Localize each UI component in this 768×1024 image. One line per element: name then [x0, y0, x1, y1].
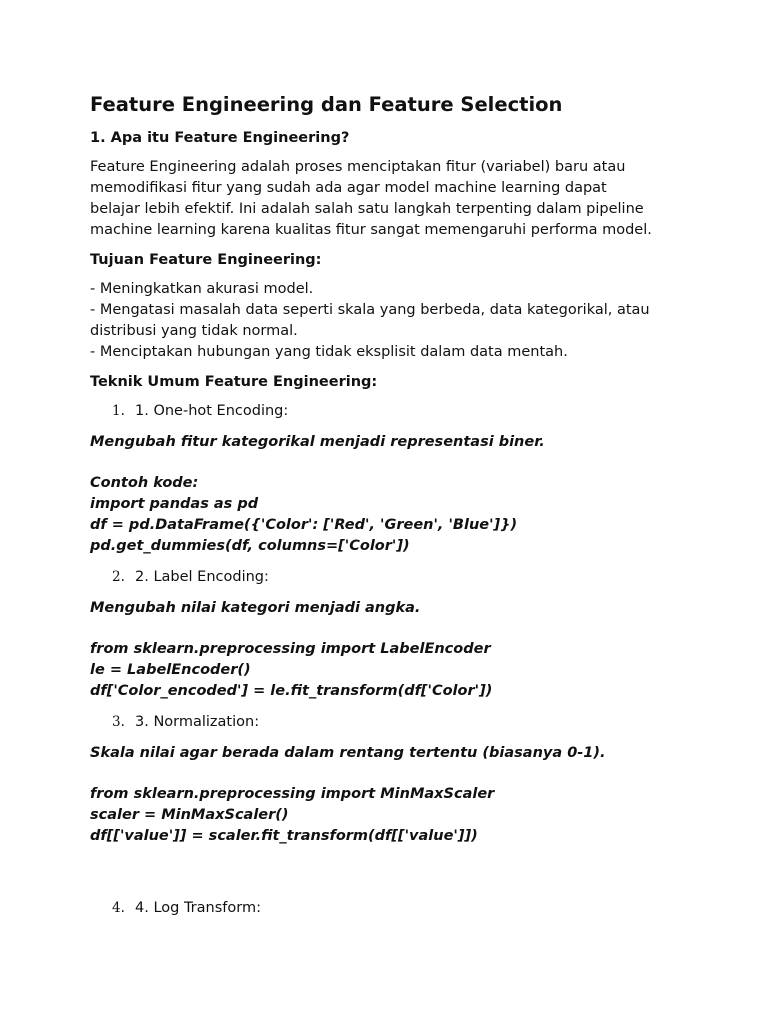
technique-description: Mengubah nilai kategori menjadi angka.	[90, 600, 421, 616]
technique-body-one-hot	[90, 432, 690, 557]
paragraph-line: belajar lebih efektif. Ini adalah salah satu langkah terpenting dalam pipeline	[90, 201, 644, 217]
technique-body-normalization	[90, 743, 690, 847]
intro-paragraph	[90, 157, 690, 241]
technique-item-one-hot	[90, 401, 690, 422]
list-number: 3.	[112, 714, 125, 730]
code-line: le = LabelEncoder()	[90, 662, 251, 678]
code-line: df['Color_encoded'] = le.fit_transform(df['Color'])	[90, 683, 493, 699]
document-title: Feature Engineering dan Feature Selection	[90, 93, 563, 116]
technique-item-label-encoding	[90, 567, 690, 588]
technique-description: Mengubah fitur kategorikal menjadi representasi biner.	[90, 434, 545, 450]
code-line: import pandas as pd	[90, 496, 259, 512]
goal-line: - Mengatasi masalah data seperti skala yang berbeda, data kategorikal, atau	[90, 302, 650, 318]
technique-item-normalization	[90, 712, 690, 733]
technique-label: 1. One-hot Encoding:	[135, 403, 289, 419]
technique-body-label-encoding	[90, 598, 690, 702]
code-line: from sklearn.preprocessing import MinMaxScaler	[90, 786, 495, 802]
technique-label: 4. Log Transform:	[135, 900, 261, 916]
paragraph-line: machine learning karena kualitas fitur sangat memengaruhi performa model.	[90, 222, 652, 238]
list-number: 1.	[112, 403, 125, 419]
goals-list	[90, 279, 690, 363]
paragraph-line: Feature Engineering adalah proses menciptakan fitur (variabel) baru atau	[90, 159, 626, 175]
technique-label: 3. Normalization:	[135, 714, 260, 730]
code-line: df[['value']] = scaler.fit_transform(df[['value']])	[90, 828, 478, 844]
code-line: from sklearn.preprocessing import LabelEncoder	[90, 641, 491, 657]
technique-label: 2. Label Encoding:	[135, 569, 269, 585]
code-line: pd.get_dummies(df, columns=['Color'])	[90, 538, 410, 554]
document-page	[90, 92, 690, 929]
code-line: df = pd.DataFrame({'Color': ['Red', 'Green', 'Blue']})	[90, 517, 518, 533]
list-number: 2.	[112, 569, 125, 585]
code-line: scaler = MinMaxScaler()	[90, 807, 289, 823]
list-number: 4.	[112, 900, 125, 916]
goal-line: - Menciptakan hubungan yang tidak eksplisit dalam data mentah.	[90, 344, 568, 360]
section-heading-what-is-fe: 1. Apa itu Feature Engineering?	[90, 130, 350, 146]
goals-heading: Tujuan Feature Engineering:	[90, 252, 322, 268]
paragraph-line: memodifikasi fitur yang sudah ada agar model machine learning dapat	[90, 180, 607, 196]
goal-line: distribusi yang tidak normal.	[90, 323, 298, 339]
techniques-heading: Teknik Umum Feature Engineering:	[90, 374, 378, 390]
goal-line: - Meningkatkan akurasi model.	[90, 281, 314, 297]
technique-item-log-transform	[90, 898, 690, 919]
technique-description: Skala nilai agar berada dalam rentang tertentu (biasanya 0-1).	[90, 745, 606, 761]
code-line: Contoh kode:	[90, 475, 199, 491]
